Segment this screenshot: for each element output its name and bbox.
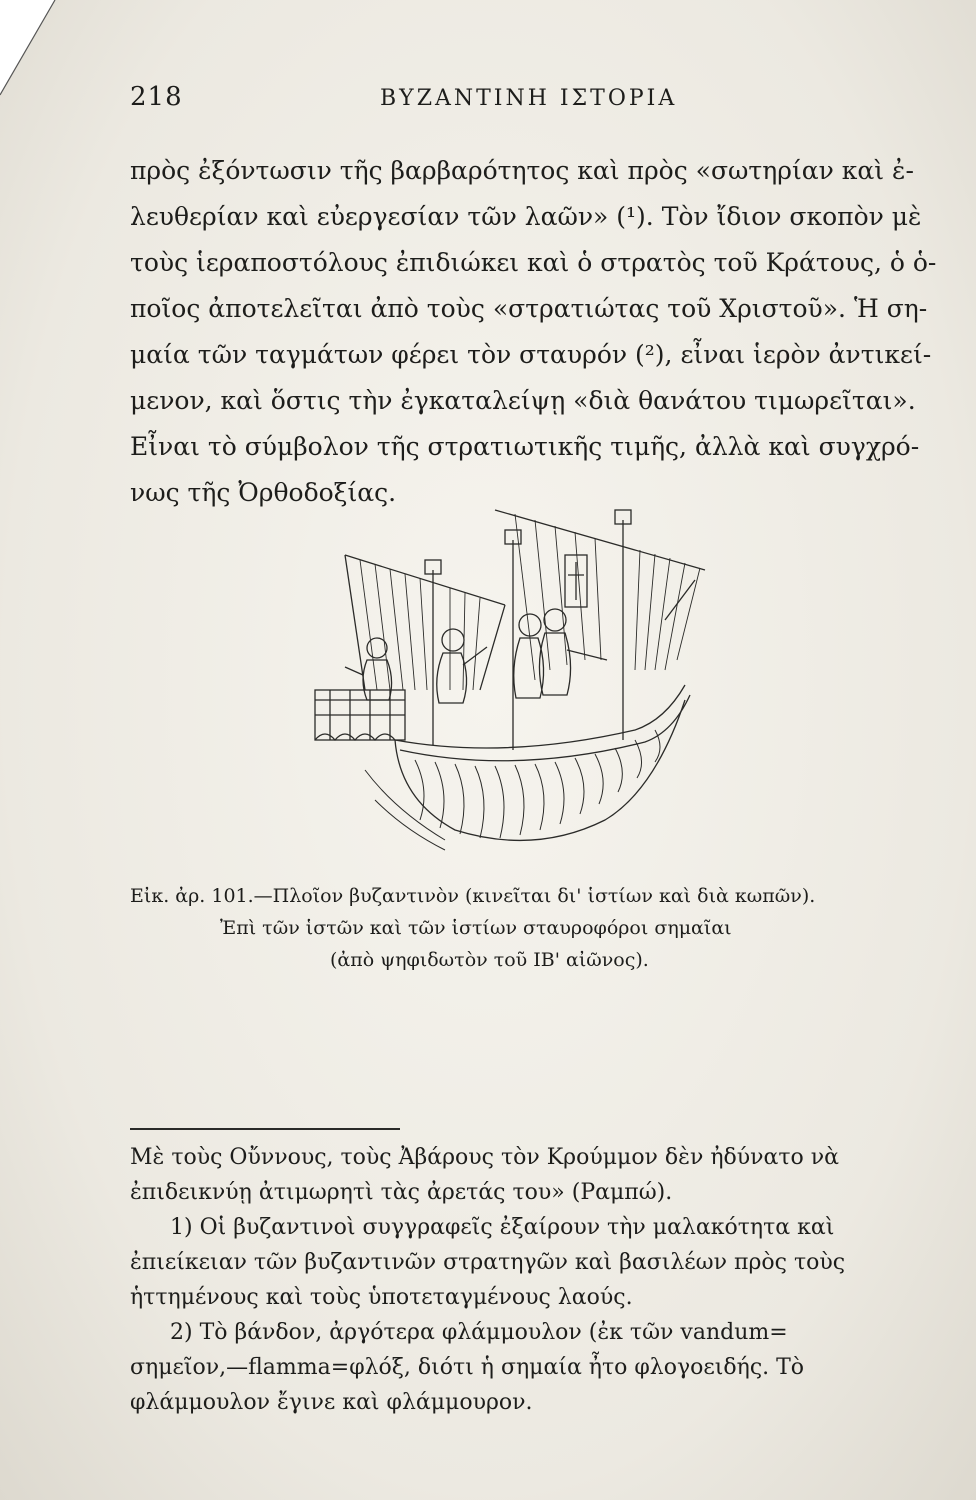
footnote-line: 1) Οἱ βυζαντινοὶ συγγραφεῖς ἐξαίρουν τὴν μαλακότητα καὶ (170, 1215, 835, 1240)
running-head (130, 82, 890, 116)
body-paragraph (130, 148, 937, 516)
footnote-separator (130, 1128, 400, 1130)
footnote-line: ἐπιείκειαν τῶν βυζαντινῶν στρατηγῶν καὶ βασιλέων πρὸς τοὺς (130, 1250, 846, 1275)
footnote-line: φλάμμουλον ἔγινε καὶ φλάμμουρον. (130, 1390, 533, 1415)
ship-drawing (305, 500, 725, 880)
footnote-line: 2) Τὸ βάνδον, ἀργότερα φλάμμουλον (ἐκ τῶν vandum= (170, 1320, 788, 1345)
byzantine-ship-illustration (305, 500, 725, 880)
footnote-line: Μὲ τοὺς Οὔννους, τοὺς Ἀβάρους τὸν Κρούμμον δὲν ἠδύνατο νὰ (130, 1145, 840, 1170)
page-number: 218 (130, 82, 183, 112)
body-line: νως τῆς Ὀρθοδοξίας. (130, 478, 397, 507)
footnotes (130, 1140, 920, 1420)
body-line: Εἶναι τὸ σύμβολον τῆς στρατιωτικῆς τιμῆς, ἀλλὰ καὶ συγχρό- (130, 432, 920, 461)
body-line: τοὺς ἱεραποστόλους ἐπιδιώκει καὶ ὁ στρατὸς τοῦ Κράτους, ὁ ὁ- (130, 248, 937, 277)
figure-caption (130, 880, 920, 976)
caption-line: Ἐπὶ τῶν ἱστῶν καὶ τῶν ἱστίων σταυροφόροι σημαῖαι (220, 917, 732, 939)
footnote-line: σημεῖον,—flamma=φλόξ, διότι ἡ σημαία ἦτο φλογοειδής. Τὸ (130, 1355, 805, 1380)
footnote-line: ἐπιδεικνύῃ ἀτιμωρητὶ τὰς ἀρετάς του» (Ραμπώ). (130, 1180, 673, 1205)
body-line: πρὸς ἐξόντωσιν τῆς βαρβαρότητος καὶ πρὸς «σωτηρίαν καὶ ἐ- (130, 156, 914, 185)
body-line: ποῖος ἀποτελεῖται ἀπὸ τοὺς «στρατιώτας τοῦ Χριστοῦ». Ἡ ση- (130, 294, 928, 323)
body-line: μαία τῶν ταγμάτων φέρει τὸν σταυρόν (²), εἶναι ἱερὸν ἀντικεί- (130, 340, 932, 369)
page-corner-fold (0, 0, 60, 100)
page-header-title: ΒΥΖΑΝΤΙΝΗ ΙΣΤΟΡΙΑ (380, 86, 678, 111)
footnote-line: ἡττημένους καὶ τοὺς ὑποτεταγμένους λαούς. (130, 1285, 633, 1310)
caption-line: Εἰκ. ἀρ. 101.—Πλοῖον βυζαντινὸν (κινεῖται δι' ἱστίων καὶ διὰ κωπῶν). (130, 885, 816, 907)
caption-line: (ἀπὸ ψηφιδωτὸν τοῦ ΙΒ' αἰῶνος). (330, 949, 649, 971)
body-line: λευθερίαν καὶ εὐεργεσίαν τῶν λαῶν» (¹). Τὸν ἴδιον σκοπὸν μὲ (130, 202, 922, 231)
body-line: μενον, καὶ ὅστις τὴν ἐγκαταλείψῃ «διὰ θανάτου τιμωρεῖται». (130, 386, 916, 415)
